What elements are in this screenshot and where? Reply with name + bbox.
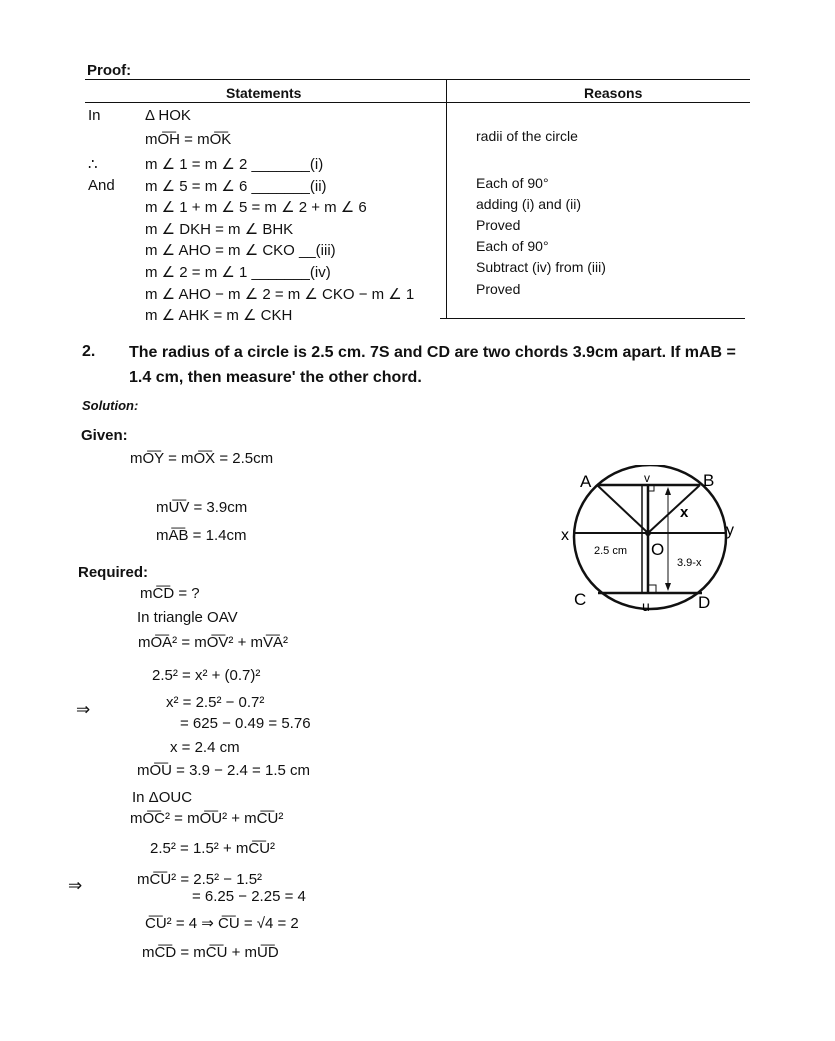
label-u: u: [642, 598, 650, 614]
label-d: D: [698, 593, 711, 612]
work-line: mO͞U = 3.9 − 2.4 = 1.5 cm: [137, 762, 310, 779]
circle-diagram: [560, 465, 750, 625]
table-top-rule: [85, 79, 750, 80]
implies-arrow: ⇒: [68, 876, 83, 895]
work-line: C͞U² = 4 ⇒ C͞U = √4 = 2: [145, 915, 299, 932]
row-statement: m ∠ AHO = m ∠ CKO __(iii): [145, 242, 336, 259]
implies-arrow: ⇒: [76, 700, 91, 719]
work-line: x² = 2.5² − 0.7²: [166, 694, 265, 711]
radius-ob: [648, 485, 700, 533]
label-o: O: [651, 540, 665, 559]
work-line: x = 2.4 cm: [170, 739, 240, 756]
work-line: mC͞U² = 2.5² − 1.5²: [137, 871, 263, 888]
arrowhead: [665, 583, 671, 591]
row-statement: m ∠ 1 = m ∠ 2 _______(i): [145, 156, 324, 173]
work-line: = 6.25 − 2.25 = 4: [192, 888, 306, 905]
center-point: [645, 530, 651, 536]
question-number: 2.: [82, 343, 96, 360]
row-statement: mO͞H = mO͞K: [145, 131, 232, 148]
given-radius: mO͞Y = mO͞X = 2.5cm: [130, 450, 274, 467]
label-radius: 2.5 cm: [594, 545, 628, 557]
given-label: Given:: [81, 427, 128, 444]
table-bottom-rule: [440, 318, 745, 319]
label-v: v: [644, 471, 650, 485]
proof-label: Proof:: [87, 62, 132, 79]
row-lead: In: [88, 107, 101, 124]
triangle-oav-heading: In triangle OAV: [137, 609, 238, 626]
row-reason: adding (i) and (ii): [476, 196, 582, 212]
row-reason: Proved: [476, 217, 521, 233]
label-x-point: x: [561, 527, 569, 544]
work-line: mO͞C² = mO͞U² + mC͞U²: [130, 810, 284, 827]
row-reason: Each of 90°: [476, 238, 549, 254]
given-ab: mA͞B = 1.4cm: [156, 527, 247, 544]
row-statement: m ∠ DKH = m ∠ BHK: [145, 221, 294, 238]
row-reason: Proved: [476, 281, 521, 297]
label-a: A: [580, 472, 592, 491]
label-distance: 3.9-x: [677, 557, 702, 569]
work-line: = 625 − 0.49 = 5.76: [180, 715, 311, 732]
required-cd: mC͞D = ?: [140, 585, 200, 602]
required-label: Required:: [78, 564, 149, 581]
statements-header: Statements: [226, 85, 302, 101]
radius-oa: [597, 485, 648, 533]
row-reason: Each of 90°: [476, 175, 549, 191]
question-text: The radius of a circle is 2.5 cm. 7S and CD are two chords 3.9cm apart. If mAB = 1.4 cm, then measure' the other chord.: [129, 344, 736, 386]
label-x-length: x: [680, 504, 689, 521]
row-reason: radii of the circle: [476, 128, 578, 144]
reasons-header: Reasons: [584, 85, 643, 101]
work-line: mO͞A² = mO͞V² + mV͞A²: [138, 634, 289, 651]
work-line: mC͞D = mC͞U + mU͞D: [142, 944, 279, 961]
label-c: C: [574, 590, 587, 609]
table-column-divider: [446, 79, 447, 319]
given-uv: mU͞V = 3.9cm: [156, 499, 248, 516]
row-statement: m ∠ 2 = m ∠ 1 _______(iv): [145, 264, 331, 281]
row-statement: m ∠ AHO − m ∠ 2 = m ∠ CKO − m ∠ 1: [145, 286, 415, 303]
row-statement: m ∠ 5 = m ∠ 6 _______(ii): [145, 178, 327, 195]
work-line: 2.5² = 1.5² + mC͞U²: [150, 840, 276, 857]
row-statement: Δ HOK: [145, 107, 191, 124]
row-reason: Subtract (iv) from (iii): [476, 259, 606, 275]
work-line: 2.5² = x² + (0.7)²: [152, 667, 261, 684]
table-header-rule: [85, 102, 750, 103]
row-statement: m ∠ AHK = m ∠ CKH: [145, 307, 293, 324]
row-lead: ∴: [88, 156, 98, 173]
label-y: y: [726, 522, 734, 539]
triangle-ouc-heading: In ΔOUC: [132, 789, 193, 806]
solution-label: Solution:: [82, 398, 139, 413]
label-b: B: [703, 471, 715, 490]
arrowhead: [665, 487, 671, 495]
row-statement: m ∠ 1 + m ∠ 5 = m ∠ 2 + m ∠ 6: [145, 199, 367, 216]
row-lead: And: [88, 177, 115, 194]
